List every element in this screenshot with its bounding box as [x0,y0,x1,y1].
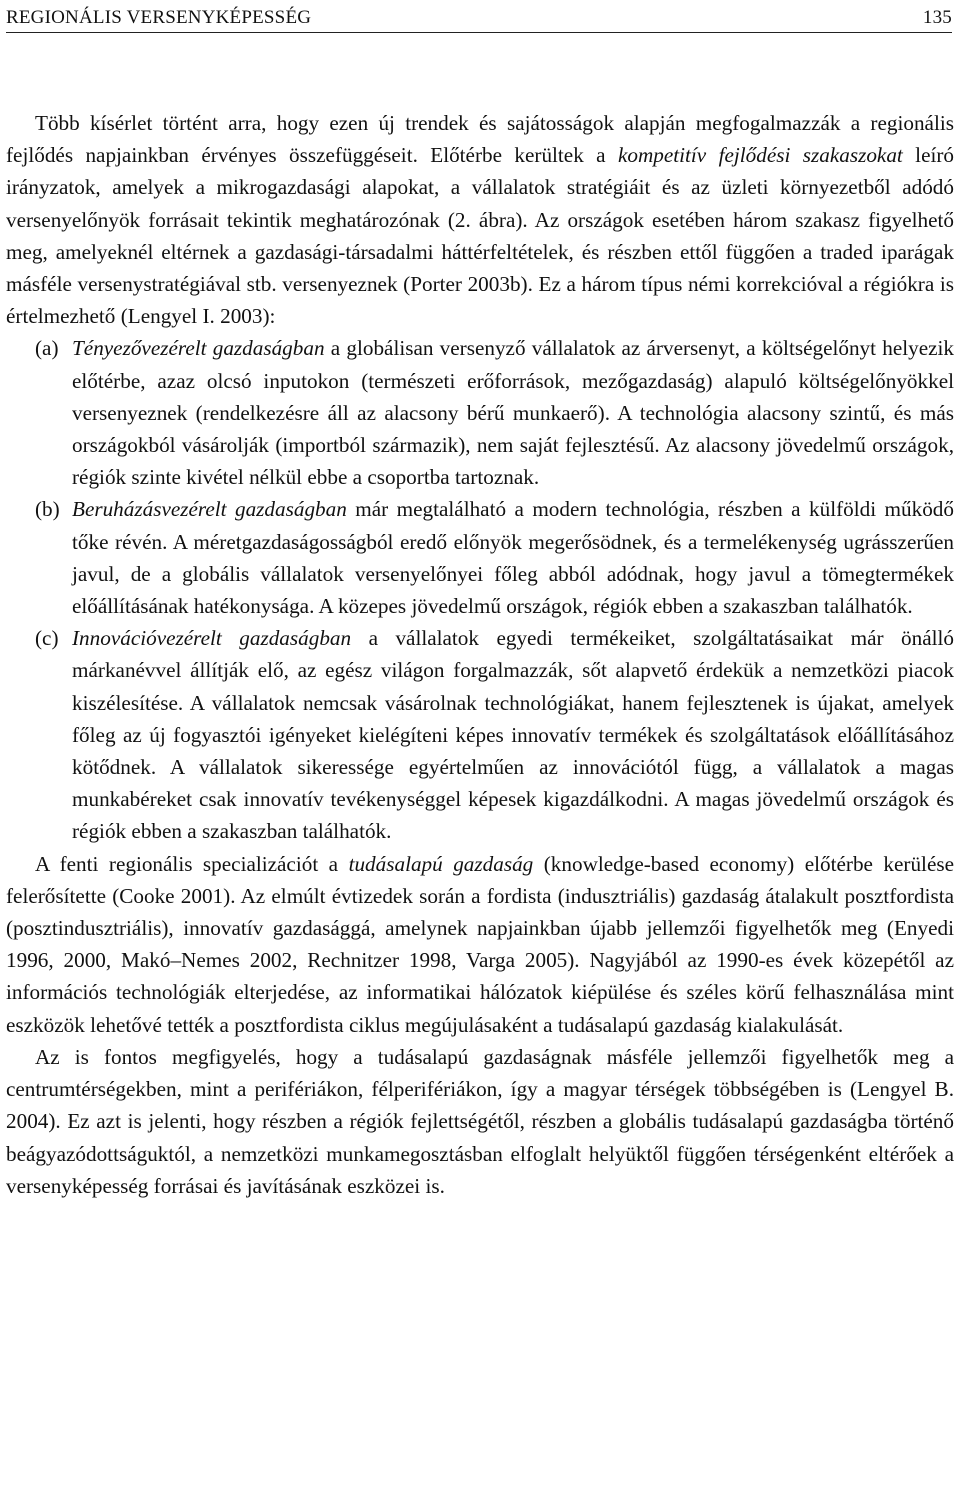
list-text: a globálisan versenyző vállalatok az árversenyt, a költségelőnyt helyezik előtérbe, azaz olcsó inputokon (természeti erőforrások, mezőgazdaság) alapuló költségelőnyökkel versenyeznek (rendelkezésre áll az alacsony bérű munkaerő). A technológia alacsony szintű, és más országokból vásárolják (importból származik), nem saját fejlesztésű. Az alacsony jövedelmű országok, régiók szinte kivétel nélkül ebbe a csoportba tartoznak. [72,336,954,490]
paragraph-2-text-a: A fenti regionális specializációt a [35,851,349,876]
paragraph-1-text-b: leíró irányzatok, amelyek a mikrogazdasági alapokat, a vállalatok stratégiáit és az üzleti környezetből adódó versenyelőnyök forrásait tekintik meghatározónak (2. ábra). Az országok esetében három szakasz figyelhető meg, amelyeknél eltérnek a gazdasági-társadalmi háttérfeltételek, és részben ettől függően a traded iparágak másféle versenystratégiával stb. versenyeznek (Porter 2003b). Ez a három típus némi korrekcióval a régiókra is értelmezhető (Lengyel I. 2003): [6,143,955,329]
paragraph-1-emphasis: kompetitív fejlődési szakaszokat [617,143,903,168]
paragraph-1 [6,107,954,332]
page-number: 135 [922,7,952,28]
running-title: REGIONÁLIS VERSENYKÉPESSÉG [6,7,312,28]
list-item-c [6,622,954,847]
paragraph-2-text-b: (knowledge-based economy) előtérbe kerülése felerősítette (Cooke 2001). Az elmúlt évtizedek során a fordista (indusztriális) gazdaság átalakult posztfordista (posztindusztriális), innovatív gazdasággá, amelynek napjainkban újabb jellemzői figyelhetők meg (Enyedi 1996, 2000, Makó–Nemes 2002, Rechnitzer 1998, Varga 2005). Nagyjából az 1990-es évek közepétől az információs technológiák elterjedése, az informatikai hálózatok kiépülése és széles körű felhasználása mint eszközök lehetővé tették a posztfordista ciklus megújulásaként a tudásalapú gazdaság kialakulását. [6,851,954,1037]
list-term: Innovációvezérelt gazdaságban [72,626,352,651]
list-term: Beruházásvezérelt gazdaságban [72,497,347,522]
page-body [6,107,954,1202]
list-marker: (a) [35,336,59,361]
list-text: már megtalálható a modern technológia, részben a külföldi működő tőke révén. A méretgazdaságosságból eredő előnyök megerősödnek, és a termelékenység ugrásszerűen javul, de a globális vállalatok versenyelőnyei főleg abból adódnak, hogy javul a tömegtermékek előállításának hatékonysága. A közepes jövedelmű országok, régiók ebben a szakaszban találhatók. [72,497,954,619]
paragraph-3: Az is fontos megfigyelés, hogy a tudásalapú gazdaságnak másféle jellemzői figyelhetők meg a centrumtérségekben, mint a perifériákon, félperifériákon, így a magyar térségek többségében is (Lengyel B. 2004). Ez azt is jelenti, hogy részben a régiók fejlettségétől, részben a globális tudásalapú gazdaságba történő beágyazódottságuktól, a nemzetközi munkamegosztásban elfoglalt helyüktől függően térségenként eltérőek a versenyképesség forrásai és javításának eszközei is. [6,1044,954,1198]
list-item-a [6,332,954,493]
list-item-b [6,493,954,622]
list-marker: (c) [35,626,59,651]
running-header [6,4,952,33]
paragraph-1-text-a: Több kísérlet történt arra, hogy ezen új trendek és sajátosságok alapján megfogalmazzák a regionális fejlődés napjainkban érvényes összefüggéseit. Előtérbe kerültek a [6,111,954,168]
list-term: Tényezővezérelt gazdaságban [72,336,325,361]
list-text: a vállalatok egyedi termékeiket, szolgáltatásaikat már önálló márkanévvel állítják elő, az egész világon forgalmazzák, sőt alapvető érdekük a nemzetközi piacok kiszélesítése. A vállalatok nemcsak vásárolnak technológiákat, hanem fejlesztenek is újakat, amelyek főleg az új fogyasztói igényeket kielégíteni képes innovatív termékek és szolgáltatások előállításához kötődnek. A vállalatok sikeressége egyértelműen az innovációtól függ, a vállalatok a magas munkabéreket csak innovatív tevékenységgel képesek kigazdálkodni. A magas jövedelmű országok és régiók ebben a szakaszban találhatók. [72,626,954,844]
paragraph-2-emphasis: tudásalapú gazdaság [348,851,534,876]
list-marker: (b) [35,497,60,522]
paragraph-2 [6,848,954,1041]
